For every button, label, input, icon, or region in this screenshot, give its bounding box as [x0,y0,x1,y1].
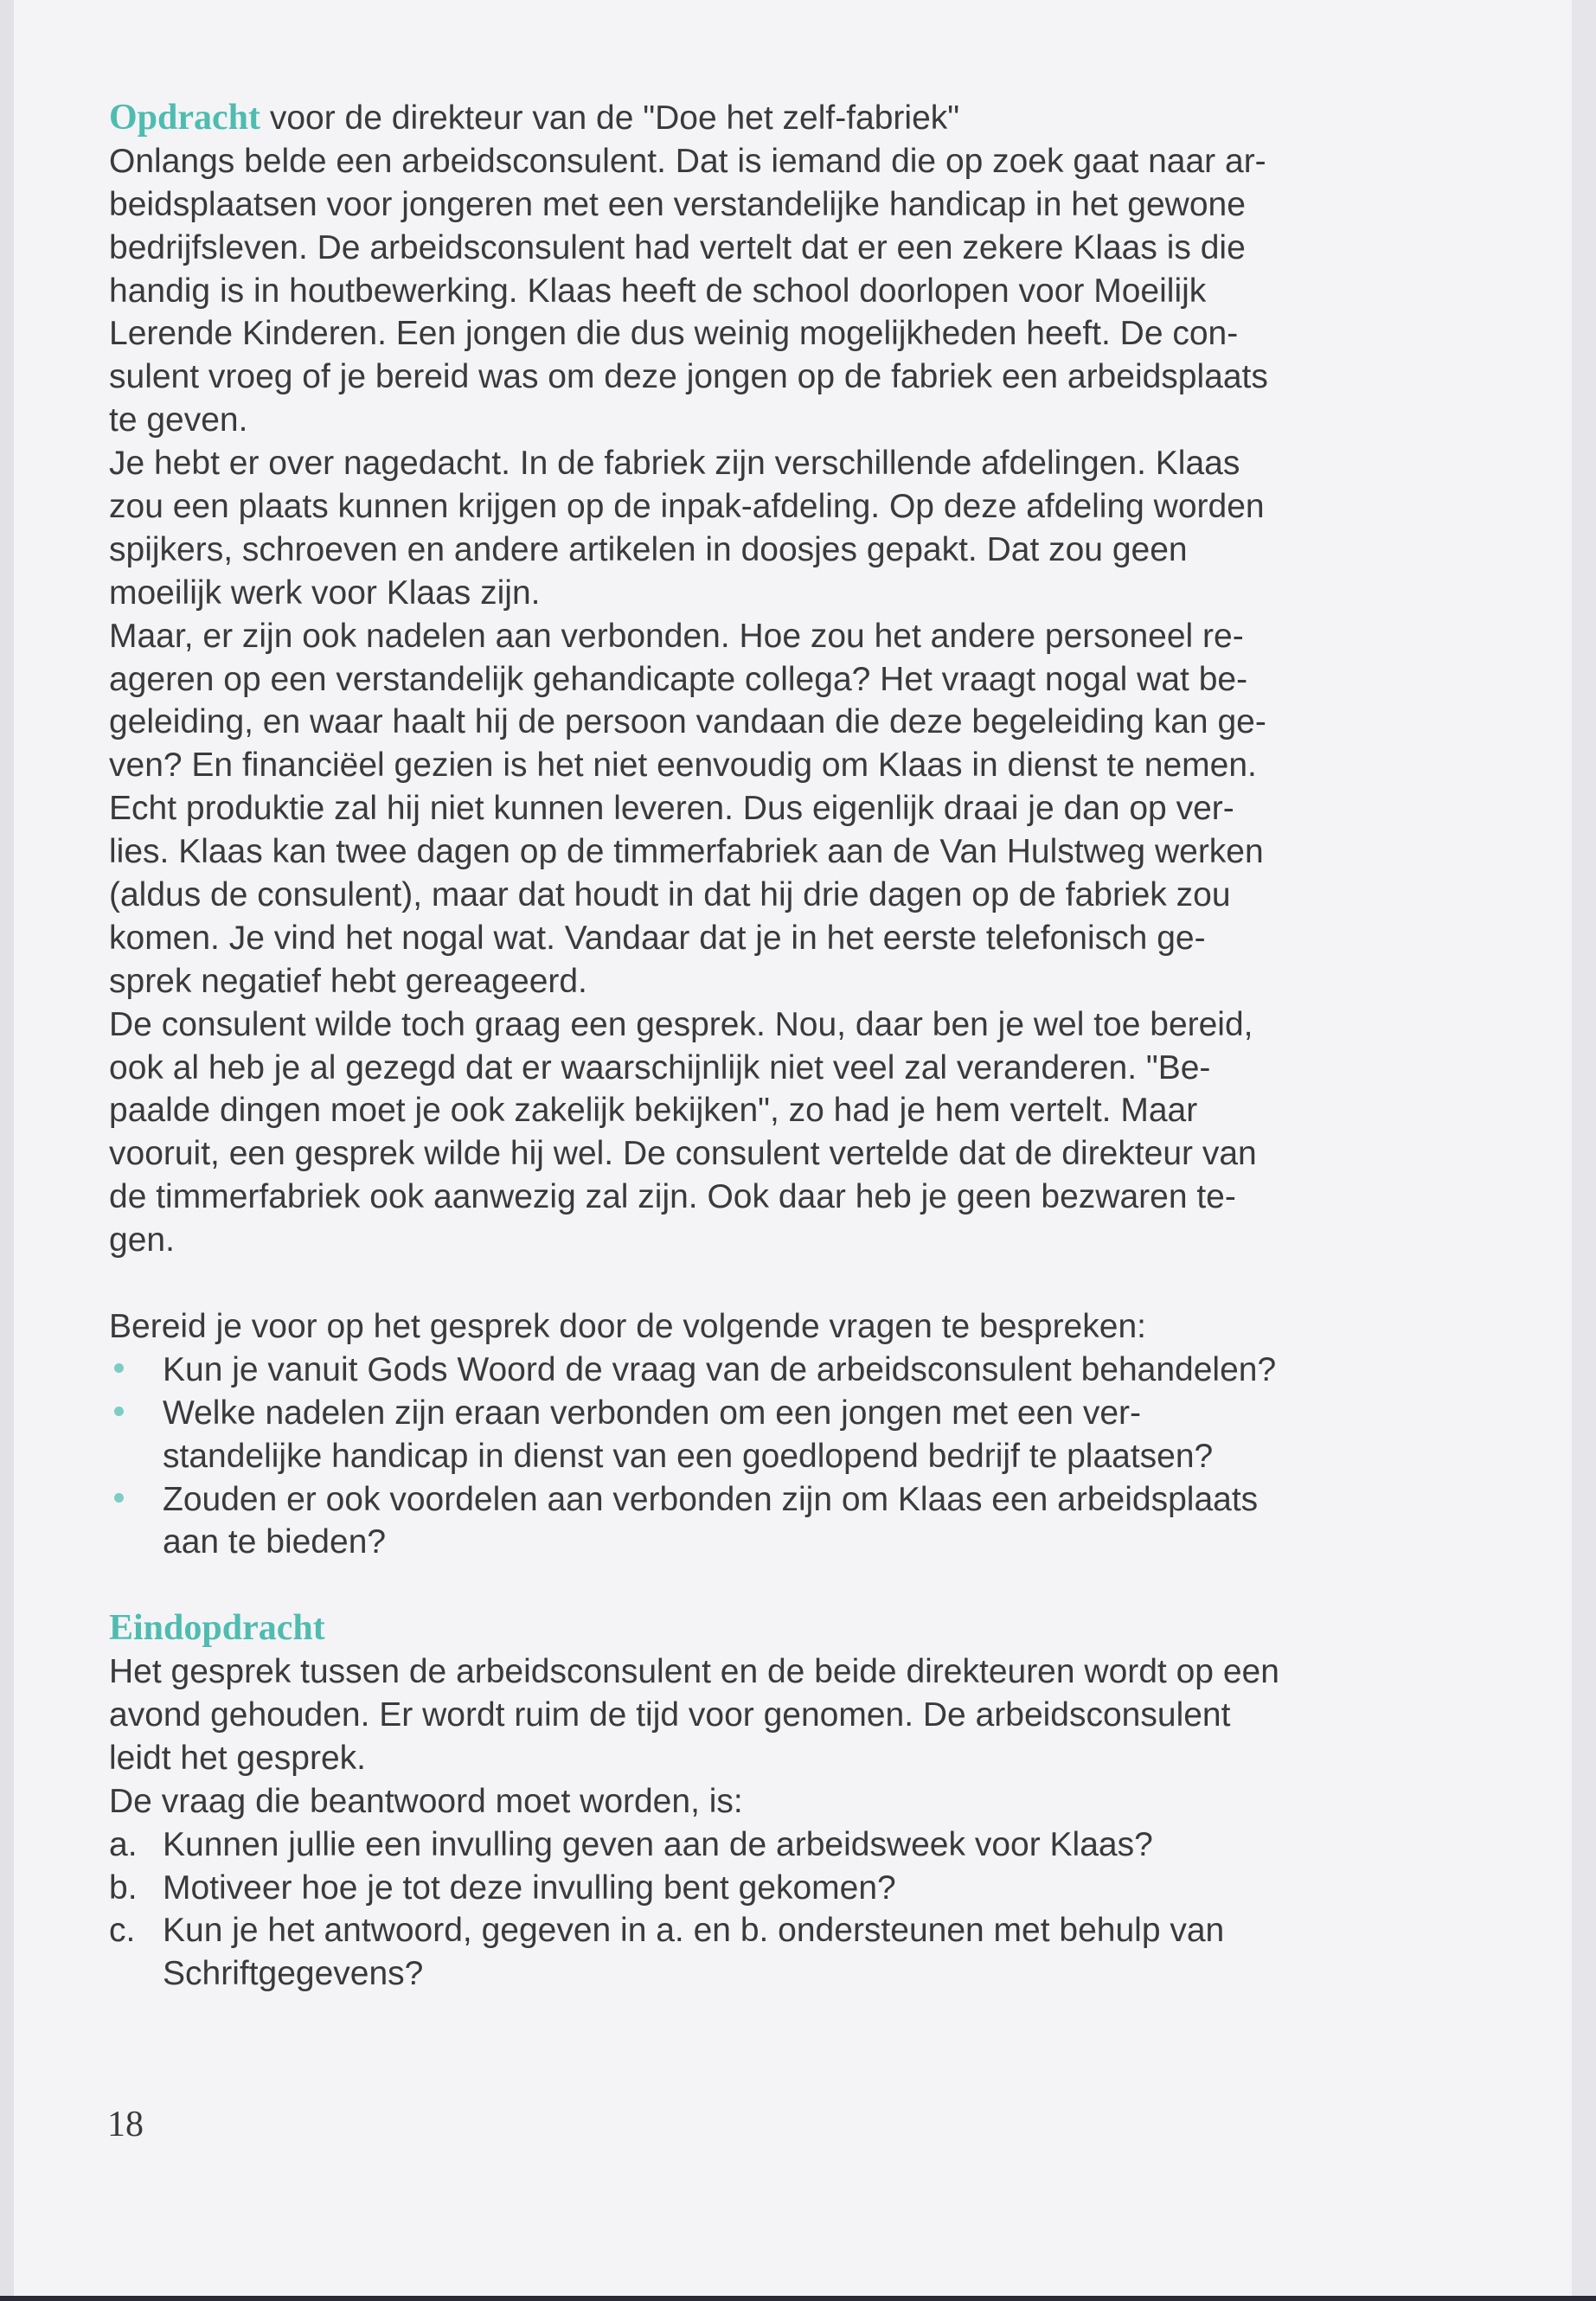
question-item [109,1909,1433,1996]
body-line: de timmerfabriek ook aanwezig zal zijn. Ook daar heb je geen bezwaren te- [109,1178,1236,1216]
body-line: beidsplaatsen voor jongeren met een verstandelijke handicap in het gewone [109,185,1246,223]
question-line: Schriftgegevens? [163,1955,424,1993]
page-number: 18 [107,2105,144,2144]
question-label: b. [109,1868,138,1907]
page-left-edge [0,0,14,2301]
opdracht-body [109,140,1433,1262]
page-content [109,97,1433,1996]
question-label: a. [109,1825,138,1863]
section-heading-line [109,97,1433,140]
bullet-marker [109,1392,163,1478]
bullet-line: Welke nadelen zijn eraan verbonden om een jongen met een ver- [163,1394,1141,1432]
bullet-item [109,1392,1433,1478]
eindopdracht-heading: Eindopdracht [109,1608,325,1649]
bullet-marker [109,1478,163,1565]
body-line: leidt het gesprek. [109,1739,367,1777]
bullet-marker [109,1349,163,1392]
bullet-text [163,1349,1276,1392]
prep-intro: Bereid je voor op het gesprek door de volgende vragen te bespreken: [109,1307,1146,1345]
bullet-line: Kun je vanuit Gods Woord de vraag van de arbeidsconsulent behandelen? [163,1350,1277,1388]
body-line: De consulent wilde toch graag een gesprek. Nou, daar ben je wel toe bereid, [109,1005,1253,1043]
question-item [109,1823,1433,1867]
opdracht-heading: Opdracht [109,98,261,138]
body-line: (aldus de consulent), maar dat houdt in dat hij drie dagen op de fabriek zou [109,876,1231,914]
body-line: lies. Klaas kan twee dagen op de timmerfabriek aan de Van Hulstweg werken [109,833,1264,871]
question-text [163,1867,896,1910]
bullet-item [109,1478,1433,1565]
bullet-dot-icon [114,1407,124,1416]
bullet-dot-icon [114,1493,124,1503]
bullet-dot-icon [114,1363,124,1373]
body-line: gen. [109,1221,175,1259]
bullet-line: standelijke handicap in dienst van een goedlopend bedrijf te plaatsen? [163,1437,1214,1475]
body-line: Maar, er zijn ook nadelen aan verbonden. Hoe zou het andere personeel re- [109,617,1244,655]
bullet-text [163,1478,1258,1565]
body-line: handig is in houtbewerking. Klaas heeft de school doorlopen voor Moeilijk [109,272,1207,310]
opdracht-subtitle: voor de direkteur van de "Doe het zelf-fabriek" [260,99,960,137]
eindopdracht-heading-line [109,1607,1433,1650]
body-line: Lerende Kinderen. Een jongen die dus weinig mogelijkheden heeft. De con- [109,315,1239,353]
body-line: spijkers, schroeven en andere artikelen in doosjes gepakt. Dat zou geen [109,530,1188,568]
body-line: sulent vroeg of je bereid was om deze jongen op de fabriek een arbeidsplaats [109,358,1268,396]
body-line: bedrijfsleven. De arbeidsconsulent had vertelt dat er een zekere Klaas is die [109,228,1246,266]
question-item [109,1867,1433,1910]
body-line: De vraag die beantwoord moet worden, is: [109,1782,743,1820]
question-line: Kunnen jullie een invulling geven aan de arbeidsweek voor Klaas? [163,1825,1153,1863]
eindopdracht-body [109,1650,1433,1823]
page-right-edge [1572,0,1596,2301]
body-line: moeilijk werk voor Klaas zijn. [109,574,541,612]
body-line: vooruit, een gesprek wilde hij wel. De consulent vertelde dat de direkteur van [109,1135,1257,1173]
body-line: zou een plaats kunnen krijgen op de inpak-afdeling. Op deze afdeling worden [109,488,1265,526]
body-line: sprek negatief hebt gereageerd. [109,962,587,1000]
body-line: te geven. [109,401,248,439]
question-label: c. [109,1912,136,1950]
body-line: ook al heb je al gezegd dat er waarschijnlijk niet veel zal veranderen. "Be- [109,1048,1211,1086]
bullet-line: Zouden er ook voordelen aan verbonden zijn om Klaas een arbeidsplaats [163,1480,1259,1518]
body-line: Het gesprek tussen de arbeidsconsulent en de beide direkteuren wordt op een [109,1653,1279,1691]
body-line: Onlangs belde een arbeidsconsulent. Dat is iemand die op zoek gaat naar ar- [109,142,1266,180]
eindopdracht-question-list [109,1823,1433,1997]
bullet-text [163,1392,1213,1478]
body-line: paalde dingen moet je ook zakelijk bekijken", zo had je hem vertelt. Maar [109,1092,1198,1130]
question-line: Motiveer hoe je tot deze invulling bent gekomen? [163,1868,896,1907]
question-text [163,1909,1224,1996]
page-bottom-edge [0,2296,1596,2301]
body-line: geleiding, en waar haalt hij de persoon vandaan die deze begeleiding kan ge- [109,703,1266,741]
question-bullet-list [109,1349,1433,1564]
bullet-item [109,1349,1433,1392]
body-line: Echt produktie zal hij niet kunnen leveren. Dus eigenlijk draai je dan op ver- [109,790,1234,828]
bullet-line: aan te bieden? [163,1523,387,1561]
body-line: ven? En financiëel gezien is het niet eenvoudig om Klaas in dienst te nemen. [109,747,1257,785]
question-line: Kun je het antwoord, gegeven in a. en b. ondersteunen met behulp van [163,1912,1225,1950]
body-line: avond gehouden. Er wordt ruim de tijd voor genomen. De arbeidsconsulent [109,1695,1231,1734]
body-line: ageren op een verstandelijk gehandicapte collega? Het vraagt nogal wat be- [109,660,1248,698]
body-line: Je hebt er over nagedacht. In de fabriek zijn verschillende afdelingen. Klaas [109,445,1240,483]
question-text [163,1823,1153,1867]
body-line: komen. Je vind het nogal wat. Vandaar dat je in het eerste telefonisch ge- [109,919,1206,957]
